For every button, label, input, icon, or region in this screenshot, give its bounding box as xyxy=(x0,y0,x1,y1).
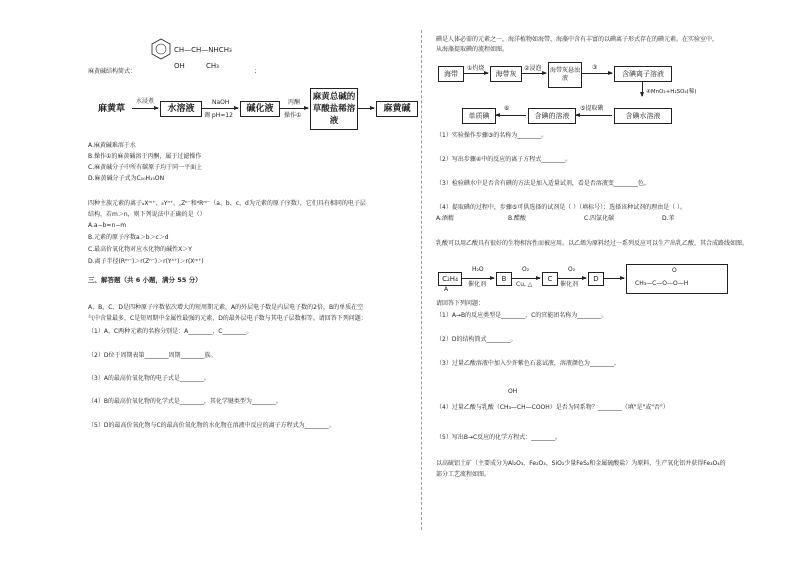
struct-ch3: CH₃ xyxy=(206,62,219,70)
flow-a2-bot: 调 pH=12 xyxy=(204,112,233,119)
flow-box-4: 麻黄碱 xyxy=(376,101,418,117)
iodine-a6: ⑥ xyxy=(504,105,510,112)
struct-oh: OH xyxy=(174,62,185,70)
q1-option-c: C.麻黄碱分子中所有碳原子均于同一平面上 xyxy=(88,164,203,171)
iodine-arrow-6 xyxy=(496,115,526,116)
final-intro-1: 以高硫铝土矿（主要成分为Al₂O₃、Fe₂O₃、SiO₂少量FeS₂和金属硫酸盐）为原料，生产氧化铝并获得Fe₃O₄的 xyxy=(436,460,726,467)
lactic-arrow-1 xyxy=(462,278,494,279)
lactic-arrow-2 xyxy=(512,278,540,279)
iodine-arrow-3 xyxy=(582,73,612,74)
flow-box-2: 碱化液 xyxy=(240,101,280,117)
lactic-a2-bot: Cu, △ xyxy=(516,281,533,288)
q2-option-d: D.离子半径(Rᵐ⁻)＞r(Zⁿ⁻)＞r(Yⁿ⁺)＞r(Xᵐ⁺) xyxy=(88,258,204,265)
section-heading: 三、解答题（共 6 小题，满分 55 分） xyxy=(88,276,202,284)
q1-option-b: B.操作①的麻黄碱溶于丙酮，属于过滤操作 xyxy=(88,153,202,160)
final-intro-2: 部分工艺流程如图。 xyxy=(436,471,491,478)
flow-a2-top: NaOH xyxy=(212,99,230,106)
lactic-a3-top: O₂ xyxy=(568,266,576,273)
lactic-box-c: C xyxy=(542,272,558,286)
flow-a3-top: 丙酮 xyxy=(288,99,301,106)
lactic-intro: 乳酸可以用乙酸具有很好的生物相容性而被应用。以乙烯为原料经过一系列反应可以生产出乳乙酸，其合成路线如图。 xyxy=(436,240,749,247)
iodine-box-6: 含碘的溶液 xyxy=(528,108,576,124)
struct-semicolon: ； xyxy=(254,68,261,75)
flow-arrow-4 xyxy=(358,108,374,109)
lactic-q3: （3）过量乙酸溶液中加入少许紫色石蕊试液，溶液颜色为________。 xyxy=(436,360,620,367)
lactic-box-a: C₂H₄ xyxy=(438,272,462,286)
q1-option-d: D.麻黄碱分子式为C₁₀H₁₅ON xyxy=(88,175,165,182)
iodine-arrow-4 xyxy=(642,82,643,96)
lactic-q4: （4）过量乙酸与乳酸（CH₃—CH—COOH）是否为同系物？________（填"是"或"否"） xyxy=(436,404,669,411)
iodine-opt-d: D.苯 xyxy=(662,215,675,222)
q2-option-b: B.元素的原子序数a＞b＞c＞d xyxy=(88,234,169,241)
flow-box-3: 麻黄总碱的草酸盐稀溶液 xyxy=(310,88,358,130)
lactic-q4-oh: OH xyxy=(508,388,518,395)
struct-chain: CH—CH—NHCH₃ xyxy=(174,46,232,54)
q2-intro-2: 结构，若m＞n，则下列说法中正确的是（） xyxy=(88,211,206,218)
lactic-a2-top: O₂ xyxy=(522,266,530,273)
lactic-arrow-3 xyxy=(558,278,586,279)
lactic-q2: （2）D的结构简式________。 xyxy=(436,336,517,343)
flow-start: 麻黄草 xyxy=(98,104,126,114)
lactic-a3-bot: 催化剂 xyxy=(560,281,579,288)
lactic-product: CH₃—C—O—O—H xyxy=(635,280,689,287)
iodine-opt-b: B.醋酸 xyxy=(508,215,527,222)
column-divider xyxy=(421,30,422,530)
lactic-q5: （5）写出B→C反应的化学方程式：________。 xyxy=(436,434,562,441)
lactic-q1: （1）A→B的反应类型是________，C的官能团名称为________。 xyxy=(436,312,608,319)
iodine-intro-1: 碘是人体必需的元素之一，海洋植物如海带、海藻中含有丰富的以碘离子形式存在的碘元素。在实验室中， xyxy=(436,36,719,43)
q1-option-a: A.麻黄碱难溶于水 xyxy=(88,142,136,149)
q3-item-5: （5）D的最高价氧化物与C的最高价氧化物的水化物在溶液中反应的离子方程式为________。 xyxy=(88,422,335,429)
flow-a3-bot: 操作① xyxy=(284,112,302,119)
iodine-box-1: 海带 xyxy=(438,66,464,82)
lactic-q-header: 请回答下列问题： xyxy=(436,300,485,307)
iodine-box-5: 含碘水溶液 xyxy=(614,108,672,124)
q3-item-3: （3）A的最高价氧化物的电子式是________。 xyxy=(88,375,210,382)
iodine-box-2: 海带灰 xyxy=(490,66,522,82)
q3-intro-1: A、B、C、D是四种原子序数依次增大的短周期元素，A的外层电子数是内层电子数的2倍，B的单质在空 xyxy=(88,304,364,311)
iodine-box-7: 单质碘 xyxy=(462,108,496,124)
lactic-product-o: O xyxy=(672,267,677,274)
iodine-q2: （2）写出步骤④中的反应的离子方程式________。 xyxy=(436,156,572,163)
iodine-arrow-5 xyxy=(576,115,612,116)
iodine-opt-c: C.四氯化碳 xyxy=(584,215,615,222)
iodine-box-4: 含碘离子溶液 xyxy=(614,66,672,82)
lactic-a1-bot: 催化剂 xyxy=(468,281,487,288)
lactic-a1-top: H₂O xyxy=(472,266,484,273)
lactic-product-box xyxy=(626,264,728,294)
flow-arrow-3 xyxy=(280,108,308,109)
benzene-ring-icon xyxy=(150,38,172,60)
iodine-intro-2: 从海藻提取碘的流程如图。 xyxy=(436,46,509,53)
iodine-a3: ③ xyxy=(592,64,598,71)
lactic-box-b: B xyxy=(496,272,512,286)
iodine-a4: ④MnO₂+H₂SO₄(稀) xyxy=(646,89,697,95)
flow-a1-label: 水浸煮 xyxy=(136,98,155,105)
iodine-arrow-2 xyxy=(522,73,546,74)
lactic-box-d: D xyxy=(588,272,604,286)
q3-item-2: （2）D位于周期表第________周期________族。 xyxy=(88,352,217,359)
lactic-arrow-4 xyxy=(604,278,624,279)
iodine-q1: （1）实验操作步骤③的名称为________。 xyxy=(436,132,548,139)
iodine-a1: ①灼烧 xyxy=(467,65,485,72)
iodine-box-3: 海带灰悬浊液 xyxy=(548,62,582,88)
flow-box-1: 水溶液 xyxy=(160,101,202,117)
iodine-q4: （4）提取碘的过程中，步骤⑤可供选择的试剂是（ ）（填标号）；选择该种试剂的理由是（ ）。 xyxy=(436,204,687,211)
q2-option-c: C.最高价氧化物对应水化物的碱性X＞Y xyxy=(88,246,192,253)
lactic-box-a-label: A xyxy=(444,286,449,293)
iodine-a2: ②浸泡 xyxy=(524,65,542,72)
flow-arrow-2 xyxy=(202,108,238,109)
q3-item-4: （4）B的最高价氧化物的化学式是________，其化学键类型为________。 xyxy=(88,398,282,405)
iodine-q3: （3）检验碘水中是否含有碘的方法是加入适量试剂，看是否溶液变________色。 xyxy=(436,180,650,187)
q2-intro-1: 四种主族元素的离子ₐXᵐ⁺、ᵦYⁿ⁺、꜀Zⁿ⁻和ᵈRᵐ⁻（a、b、c、d为元素的原子序数），它们具有相同的电子层 xyxy=(88,200,366,207)
q2-option-a: A.a−b=n−m xyxy=(88,222,127,229)
iodine-arrow-1 xyxy=(464,73,488,74)
flow-arrow-1 xyxy=(132,108,158,109)
iodine-opt-a: A.酒精 xyxy=(436,215,454,222)
iodine-a5: ⑤提取碘 xyxy=(580,105,604,112)
q3-intro-2: 气中含量最多，C是短周期中金属性最强的元素，D的最外层电子数与其电子层数相等。请回答下列问题： xyxy=(88,315,367,322)
struct-label: 麻黄碱结构简式： xyxy=(88,68,137,75)
q3-item-1: （1）A、C两种元素的名称分别是：A________，C________。 xyxy=(88,328,253,335)
